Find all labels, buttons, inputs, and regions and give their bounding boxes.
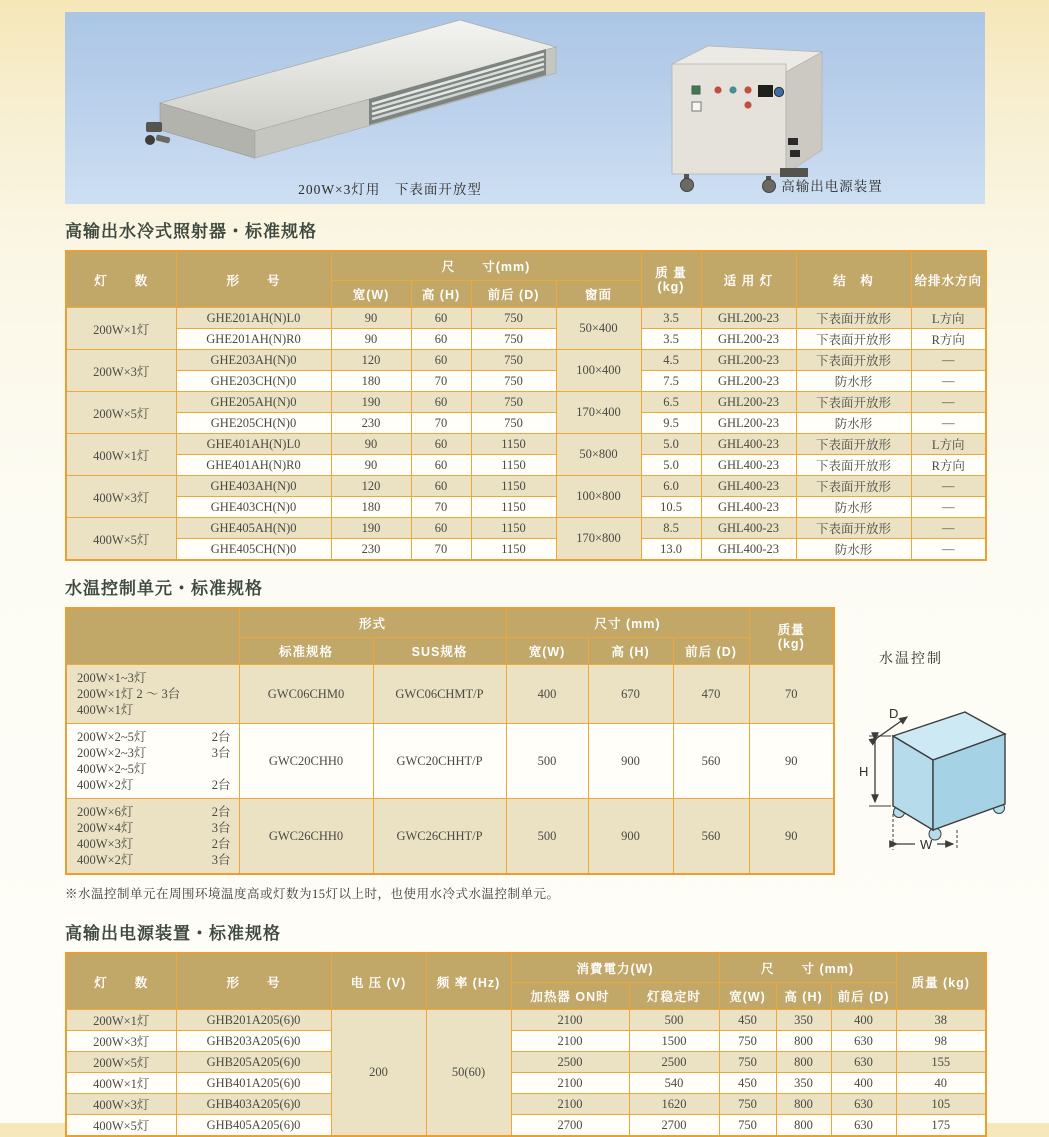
- table-row: [66, 518, 986, 539]
- depth-cell: 1150: [471, 476, 556, 497]
- structure-cell: 防水形: [796, 413, 911, 434]
- heater-on-cell: 2100: [511, 1010, 629, 1031]
- header-drain-direction: 给排水方向: [911, 251, 986, 308]
- model-cell: GHB401A205(6)0: [176, 1073, 331, 1094]
- height-cell: 60: [411, 308, 471, 329]
- config-text: 400W×2灯: [77, 853, 134, 867]
- height-cell: 70: [411, 539, 471, 561]
- header-structure: 结 构: [796, 251, 911, 308]
- section-title-water-temp: 水温控制单元・标准规格: [65, 579, 263, 598]
- water-temp-footnote: ※水温控制单元在周围环境温度高或灯数为15灯以上时，也使用水冷式水温控制单元。: [65, 887, 560, 901]
- config-text: 400W×1灯: [77, 703, 134, 717]
- height-cell: 60: [411, 518, 471, 539]
- model-cell: GHE405AH(N)0: [176, 518, 331, 539]
- config-line: [77, 702, 231, 718]
- weight-cell: 5.0: [641, 434, 701, 455]
- applicable-lamp-cell: GHL200-23: [701, 350, 796, 371]
- window-size-cell: 100×400: [556, 350, 641, 392]
- catalog-page: [65, 12, 985, 1137]
- config-text: 200W×6灯: [77, 805, 134, 819]
- header-dimensions: 尺寸 (mm): [506, 608, 749, 638]
- height-cell: 60: [411, 434, 471, 455]
- weight-cell: 8.5: [641, 518, 701, 539]
- table-row: [66, 329, 986, 350]
- drain-direction-cell: —: [911, 371, 986, 392]
- config-line: [77, 745, 231, 761]
- depth-cell: 1150: [471, 434, 556, 455]
- header-weight: [641, 251, 701, 308]
- table-row: [66, 1115, 986, 1137]
- product-photo-band: [65, 12, 985, 204]
- unit-count: 3台: [211, 746, 231, 760]
- config-line: [77, 761, 231, 777]
- width-cell: 750: [719, 1052, 776, 1073]
- sus-model-cell: GWC20CHHT/P: [373, 724, 506, 799]
- config-line: [77, 804, 231, 820]
- header-depth: 前后 (D): [831, 983, 896, 1010]
- depth-cell: 750: [471, 371, 556, 392]
- model-cell: GHE201AH(N)L0: [176, 308, 331, 329]
- header-depth: 前后 (D): [471, 281, 556, 308]
- lamp-stable-cell: 540: [629, 1073, 719, 1094]
- lamp-count-cell: 400W×5灯: [66, 1115, 176, 1137]
- irradiator-caption: 200W×3灯用 下表面开放型: [298, 182, 482, 197]
- table-row: [66, 1094, 986, 1115]
- width-cell: 180: [331, 371, 411, 392]
- window-size-cell: 50×800: [556, 434, 641, 476]
- config-text: 200W×1灯 2 ～ 3台: [77, 687, 181, 701]
- applicable-lamp-cell: GHL200-23: [701, 308, 796, 329]
- unit-count: 2台: [211, 837, 231, 851]
- depth-cell: 560: [673, 799, 749, 875]
- depth-cell: 630: [831, 1052, 896, 1073]
- header-weight-line1: 质 量: [655, 265, 687, 280]
- header-window: 窗面: [556, 281, 641, 308]
- standard-model-cell: GWC20CHH0: [239, 724, 373, 799]
- lamp-count-cell: 200W×3灯: [66, 1031, 176, 1052]
- applicable-lamp-cell: GHL200-23: [701, 392, 796, 413]
- weight-cell: 155: [896, 1052, 986, 1073]
- header-standard-spec: 标准规格: [239, 638, 373, 665]
- drain-direction-cell: R方向: [911, 455, 986, 476]
- table-row: [66, 724, 834, 799]
- lamp-stable-cell: 500: [629, 1010, 719, 1031]
- weight-cell: 6.5: [641, 392, 701, 413]
- width-cell: 90: [331, 455, 411, 476]
- power-supply-caption: 高输出电源装置: [781, 179, 883, 194]
- depth-cell: 400: [831, 1073, 896, 1094]
- applicable-lamp-cell: GHL200-23: [701, 413, 796, 434]
- lamp-count-cell: 200W×1灯: [66, 1010, 176, 1031]
- table-row: [66, 799, 834, 875]
- weight-cell: 40: [896, 1073, 986, 1094]
- heater-on-cell: 2700: [511, 1115, 629, 1137]
- model-cell: GHB205A205(6)0: [176, 1052, 331, 1073]
- lamp-config-cell: [66, 799, 239, 875]
- drain-direction-cell: —: [911, 413, 986, 434]
- width-cell: 90: [331, 434, 411, 455]
- depth-cell: 630: [831, 1094, 896, 1115]
- heater-on-cell: 2100: [511, 1073, 629, 1094]
- depth-cell: 1150: [471, 497, 556, 518]
- weight-cell: 38: [896, 1010, 986, 1031]
- structure-cell: 防水形: [796, 497, 911, 518]
- height-cell: 60: [411, 476, 471, 497]
- weight-cell: 9.5: [641, 413, 701, 434]
- header-sus-spec: SUS规格: [373, 638, 506, 665]
- table-row: [66, 1031, 986, 1052]
- weight-cell: 98: [896, 1031, 986, 1052]
- power-supply-photo: [650, 30, 840, 195]
- sus-model-cell: GWC26CHHT/P: [373, 799, 506, 875]
- weight-cell: 4.5: [641, 350, 701, 371]
- lamp-count-cell: 400W×3灯: [66, 476, 176, 518]
- header-weight-line2: (kg): [777, 636, 805, 651]
- table-row: [66, 350, 986, 371]
- unit-count: 3台: [211, 853, 231, 867]
- drain-direction-cell: L方向: [911, 308, 986, 329]
- drain-direction-cell: —: [911, 476, 986, 497]
- cube-diagram: [853, 672, 1018, 857]
- applicable-lamp-cell: GHL400-23: [701, 455, 796, 476]
- weight-cell: 10.5: [641, 497, 701, 518]
- header-height: 高 (H): [411, 281, 471, 308]
- voltage-cell: 200: [331, 1010, 426, 1137]
- config-text: 400W×3灯: [77, 837, 134, 851]
- height-cell: 70: [411, 371, 471, 392]
- depth-cell: 750: [471, 350, 556, 371]
- unit-count: 2台: [211, 805, 231, 819]
- header-voltage: 电 压 (V): [331, 953, 426, 1010]
- height-cell: 60: [411, 455, 471, 476]
- structure-cell: 下表面开放形: [796, 392, 911, 413]
- width-cell: 190: [331, 392, 411, 413]
- width-cell: 400: [506, 665, 588, 724]
- model-cell: GHB201A205(6)0: [176, 1010, 331, 1031]
- header-applicable-lamp: 适 用 灯: [701, 251, 796, 308]
- height-cell: 350: [776, 1010, 831, 1031]
- height-cell: 70: [411, 497, 471, 518]
- table-row: [66, 1052, 986, 1073]
- header-width: 宽(W): [331, 281, 411, 308]
- heater-on-cell: 2100: [511, 1031, 629, 1052]
- model-cell: GHE401AH(N)R0: [176, 455, 331, 476]
- depth-cell: 400: [831, 1010, 896, 1031]
- width-cell: 90: [331, 308, 411, 329]
- drain-direction-cell: —: [911, 539, 986, 561]
- width-cell: 120: [331, 350, 411, 371]
- config-line: [77, 777, 231, 793]
- depth-cell: 750: [471, 413, 556, 434]
- height-cell: 800: [776, 1115, 831, 1137]
- weight-cell: 5.0: [641, 455, 701, 476]
- weight-cell: 90: [749, 799, 834, 875]
- weight-cell: 3.5: [641, 329, 701, 350]
- header-weight: 质量 (kg): [896, 953, 986, 1010]
- config-line: [77, 686, 231, 702]
- applicable-lamp-cell: GHL400-23: [701, 539, 796, 561]
- width-cell: 230: [331, 413, 411, 434]
- weight-cell: 3.5: [641, 308, 701, 329]
- applicable-lamp-cell: GHL400-23: [701, 497, 796, 518]
- height-cell: 60: [411, 350, 471, 371]
- depth-cell: 1150: [471, 539, 556, 561]
- frequency-cell: 50(60): [426, 1010, 511, 1137]
- table-row: [66, 539, 986, 561]
- weight-cell: 175: [896, 1115, 986, 1137]
- header-height: 高 (H): [776, 983, 831, 1010]
- weight-cell: 6.0: [641, 476, 701, 497]
- config-text: 200W×2~5灯: [77, 730, 147, 744]
- width-cell: 180: [331, 497, 411, 518]
- config-line: [77, 670, 231, 686]
- water-temp-figure: [853, 648, 1018, 862]
- structure-cell: 下表面开放形: [796, 308, 911, 329]
- unit-count: 2台: [211, 730, 231, 744]
- width-cell: 450: [719, 1010, 776, 1031]
- width-cell: 90: [331, 329, 411, 350]
- structure-cell: 下表面开放形: [796, 329, 911, 350]
- structure-cell: 防水形: [796, 371, 911, 392]
- height-cell: 350: [776, 1073, 831, 1094]
- model-cell: GHE205AH(N)0: [176, 392, 331, 413]
- standard-model-cell: GWC06CHM0: [239, 665, 373, 724]
- unit-count: 3台: [211, 821, 231, 835]
- structure-cell: 防水形: [796, 539, 911, 561]
- structure-cell: 下表面开放形: [796, 434, 911, 455]
- config-line: [77, 836, 231, 852]
- config-line: [77, 852, 231, 868]
- height-cell: 800: [776, 1031, 831, 1052]
- header-blank: [66, 608, 239, 665]
- lamp-stable-cell: 1620: [629, 1094, 719, 1115]
- header-dimensions: 尺 寸(mm): [331, 251, 641, 281]
- model-cell: GHE205CH(N)0: [176, 413, 331, 434]
- config-text: 200W×2~3灯: [77, 746, 147, 760]
- window-size-cell: 170×800: [556, 518, 641, 561]
- table-row: [66, 308, 986, 329]
- drain-direction-cell: —: [911, 350, 986, 371]
- section-title-irradiator: 高输出水冷式照射器・标准规格: [65, 222, 317, 241]
- model-cell: GHE405CH(N)0: [176, 539, 331, 561]
- applicable-lamp-cell: GHL400-23: [701, 434, 796, 455]
- weight-cell: 90: [749, 724, 834, 799]
- model-cell: GHE203AH(N)0: [176, 350, 331, 371]
- depth-cell: 630: [831, 1031, 896, 1052]
- irradiator-spec-table: [65, 250, 987, 561]
- applicable-lamp-cell: GHL200-23: [701, 371, 796, 392]
- drain-direction-cell: R方向: [911, 329, 986, 350]
- water-temp-spec-table: [65, 607, 835, 875]
- header-lamp-count: 灯 数: [66, 251, 176, 308]
- width-cell: 750: [719, 1031, 776, 1052]
- structure-cell: 下表面开放形: [796, 476, 911, 497]
- cube-width-label: W: [920, 837, 933, 852]
- table-row: [66, 1010, 986, 1031]
- lamp-count-cell: 400W×3灯: [66, 1094, 176, 1115]
- header-weight: [749, 608, 834, 665]
- depth-cell: 470: [673, 665, 749, 724]
- header-model: 形 号: [176, 251, 331, 308]
- header-model: 形 号: [176, 953, 331, 1010]
- drain-direction-cell: —: [911, 392, 986, 413]
- lamp-stable-cell: 2500: [629, 1052, 719, 1073]
- window-size-cell: 100×800: [556, 476, 641, 518]
- table-row: [66, 476, 986, 497]
- irradiator-photo: [120, 18, 620, 178]
- lamp-stable-cell: 1500: [629, 1031, 719, 1052]
- model-cell: GHB403A205(6)0: [176, 1094, 331, 1115]
- config-line: [77, 820, 231, 836]
- model-cell: GHE403CH(N)0: [176, 497, 331, 518]
- section-title-power-supply: 高输出电源装置・标准规格: [65, 924, 281, 943]
- model-cell: GHE401AH(N)L0: [176, 434, 331, 455]
- height-cell: 800: [776, 1094, 831, 1115]
- height-cell: 900: [588, 724, 673, 799]
- config-text: 400W×2灯: [77, 778, 134, 792]
- depth-cell: 750: [471, 308, 556, 329]
- header-frequency: 频 率 (Hz): [426, 953, 511, 1010]
- header-weight-line2: (kg): [657, 279, 685, 294]
- height-cell: 60: [411, 392, 471, 413]
- height-cell: 60: [411, 329, 471, 350]
- applicable-lamp-cell: GHL400-23: [701, 476, 796, 497]
- lamp-count-cell: 400W×5灯: [66, 518, 176, 561]
- depth-cell: 1150: [471, 455, 556, 476]
- applicable-lamp-cell: GHL200-23: [701, 329, 796, 350]
- header-lamp-stable: 灯稳定时: [629, 983, 719, 1010]
- depth-cell: 630: [831, 1115, 896, 1137]
- sus-model-cell: GWC06CHMT/P: [373, 665, 506, 724]
- width-cell: 750: [719, 1094, 776, 1115]
- model-cell: GHB203A205(6)0: [176, 1031, 331, 1052]
- width-cell: 500: [506, 724, 588, 799]
- header-heater-on: 加热器 ON时: [511, 983, 629, 1010]
- lamp-count-cell: 200W×5灯: [66, 1052, 176, 1073]
- width-cell: 750: [719, 1115, 776, 1137]
- lamp-count-cell: 200W×5灯: [66, 392, 176, 434]
- config-text: 200W×1~3灯: [77, 671, 147, 685]
- header-dimensions: 尺 寸 (mm): [719, 953, 896, 983]
- config-text: 200W×4灯: [77, 821, 134, 835]
- drain-direction-cell: L方向: [911, 434, 986, 455]
- model-cell: GHB405A205(6)0: [176, 1115, 331, 1137]
- lamp-count-cell: 200W×1灯: [66, 308, 176, 350]
- lamp-config-cell: [66, 665, 239, 724]
- lamp-config-cell: [66, 724, 239, 799]
- depth-cell: 1150: [471, 518, 556, 539]
- structure-cell: 下表面开放形: [796, 518, 911, 539]
- power-supply-spec-table: [65, 952, 987, 1137]
- unit-count: 2台: [211, 778, 231, 792]
- drain-direction-cell: —: [911, 497, 986, 518]
- table-row: [66, 455, 986, 476]
- drain-direction-cell: —: [911, 518, 986, 539]
- model-cell: GHE403AH(N)0: [176, 476, 331, 497]
- window-size-cell: 170×400: [556, 392, 641, 434]
- window-size-cell: 50×400: [556, 308, 641, 350]
- height-cell: 670: [588, 665, 673, 724]
- depth-cell: 560: [673, 724, 749, 799]
- width-cell: 230: [331, 539, 411, 561]
- table-row: [66, 434, 986, 455]
- header-type: 形式: [239, 608, 506, 638]
- header-weight-line1: 质量: [777, 622, 805, 637]
- table-row: [66, 371, 986, 392]
- weight-cell: 70: [749, 665, 834, 724]
- lamp-count-cell: 400W×1灯: [66, 434, 176, 476]
- heater-on-cell: 2100: [511, 1094, 629, 1115]
- table-row: [66, 392, 986, 413]
- lamp-count-cell: 400W×1灯: [66, 1073, 176, 1094]
- height-cell: 800: [776, 1052, 831, 1073]
- header-width: 宽(W): [506, 638, 588, 665]
- lamp-count-cell: 200W×3灯: [66, 350, 176, 392]
- table-row: [66, 413, 986, 434]
- header-height: 高 (H): [588, 638, 673, 665]
- structure-cell: 下表面开放形: [796, 350, 911, 371]
- table-row: [66, 497, 986, 518]
- depth-cell: 750: [471, 329, 556, 350]
- header-power-consumption: 消費電力(W): [511, 953, 719, 983]
- header-lamp-count: 灯 数: [66, 953, 176, 1010]
- table-row: [66, 665, 834, 724]
- weight-cell: 13.0: [641, 539, 701, 561]
- table-row: [66, 1073, 986, 1094]
- cube-depth-label: D: [889, 706, 899, 721]
- height-cell: 70: [411, 413, 471, 434]
- width-cell: 500: [506, 799, 588, 875]
- header-depth: 前后 (D): [673, 638, 749, 665]
- width-cell: 120: [331, 476, 411, 497]
- heater-on-cell: 2500: [511, 1052, 629, 1073]
- standard-model-cell: GWC26CHH0: [239, 799, 373, 875]
- weight-cell: 7.5: [641, 371, 701, 392]
- width-cell: 450: [719, 1073, 776, 1094]
- model-cell: GHE201AH(N)R0: [176, 329, 331, 350]
- weight-cell: 105: [896, 1094, 986, 1115]
- applicable-lamp-cell: GHL400-23: [701, 518, 796, 539]
- depth-cell: 750: [471, 392, 556, 413]
- lamp-stable-cell: 2700: [629, 1115, 719, 1137]
- structure-cell: 下表面开放形: [796, 455, 911, 476]
- width-cell: 190: [331, 518, 411, 539]
- cube-height-label: H: [859, 764, 869, 779]
- figure-label: 水温控制: [879, 652, 943, 667]
- header-width: 宽(W): [719, 983, 776, 1010]
- model-cell: GHE203CH(N)0: [176, 371, 331, 392]
- config-text: 400W×2~5灯: [77, 762, 147, 776]
- config-line: [77, 729, 231, 745]
- height-cell: 900: [588, 799, 673, 875]
